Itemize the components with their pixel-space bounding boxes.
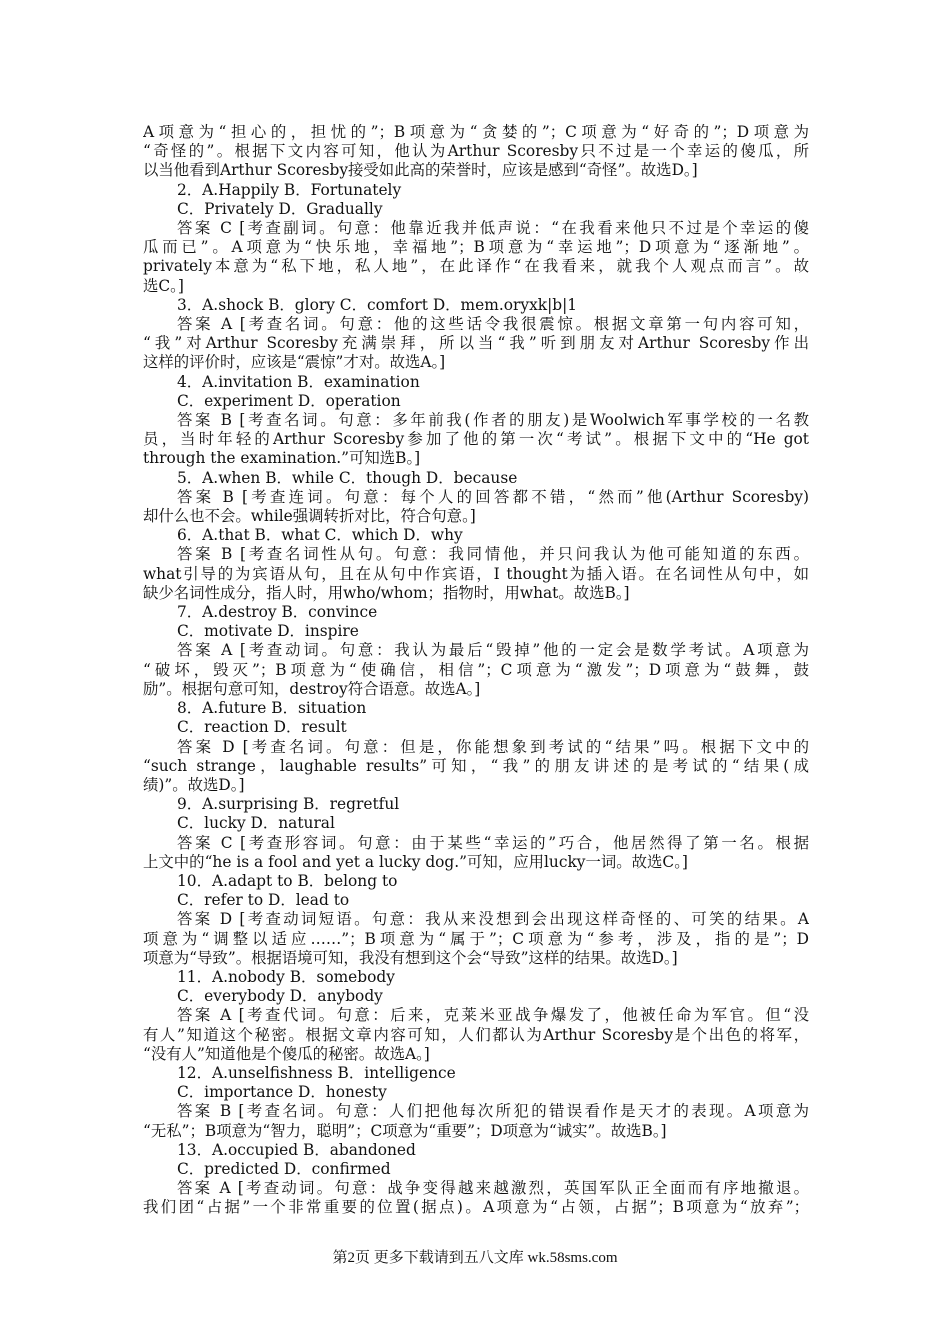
question-line: 9．A.surprising B．regretful xyxy=(177,795,400,814)
text-line: 瓜而已”。A项意为“快乐地，幸福地”；B项意为“幸运地”；D项意为“逐渐地”。 xyxy=(143,238,809,257)
text-line: 我们团“占据”一个非常重要的位置(据点)。A项意为“占领，占据”；B项意为“放弃”； xyxy=(143,1198,809,1217)
text-line: privately本意为“私下地，私人地”，在此译作“在我看来，就我个人观点而言”。故 xyxy=(143,257,809,276)
question-line: 11．A.nobody B．somebody xyxy=(177,967,395,986)
text-line: 项意为“导致”。根据语境可知，我没有想到这个会“导致”这样的结果。故选D。] xyxy=(143,948,678,967)
question-line: 7．A.destroy B．convince xyxy=(177,603,378,622)
text-line: through the examination.”可知选B。] xyxy=(143,449,421,468)
question-line: 10．A.adapt to B．belong to xyxy=(177,871,398,890)
question-line: C．everybody D．anybody xyxy=(177,987,383,1006)
text-line: 项意为“调整以适应……”；B项意为“属于”；C项意为“参考，涉及，指的是”；D xyxy=(143,929,809,948)
question-line: 4．A.invitation B．examination xyxy=(177,372,420,391)
text-line: 这样的评价时，应该是“震惊”才对。故选A。] xyxy=(143,353,446,372)
text-line: “such strange，laughable results”可知，“我”的朋友讲述的是考试的“结果(成 xyxy=(143,756,809,775)
text-line: A项意为“担心的，担忧的”；B项意为“贪婪的”；C项意为“好奇的”；D项意为 xyxy=(143,123,809,141)
text-line: 却什么也不会。while强调转折对比，符合句意。] xyxy=(143,507,476,526)
text-line: “破坏，毁灭”；B项意为“使确信，相信”；C项意为“激发”；D项意为“鼓舞，鼓 xyxy=(143,660,809,679)
text-line: 上文中的“he is a fool and yet a lucky dog.”可知，应用lucky一词。故选C。] xyxy=(143,852,688,871)
answer-line: 答案 A [考查代词。句意：后来，克莱米亚战争爆发了，他被任命为军官。但“没 xyxy=(177,1006,809,1025)
text-line: 缺少名词性成分，指人时，用who/whom；指物时，用what。故选B。] xyxy=(143,583,630,602)
question-line: 13．A.occupied B．abandoned xyxy=(177,1140,416,1159)
question-line: C．refer to D．lead to xyxy=(177,891,350,910)
answer-line: 答案 A [考查动词。句意：战争变得越来越激烈，英国军队正全面而有序地撤退。 xyxy=(177,1179,809,1198)
answer-line: 答案 A [考查名词。句意：他的这些话令我很震惊。根据文章第一句内容可知， xyxy=(177,315,809,334)
question-line: C．predicted D．confirmed xyxy=(177,1159,391,1178)
text-line: 有人”知道这个秘密。根据文章内容可知，人们都认为Arthur Scoresby是个出色的将军， xyxy=(143,1025,809,1044)
question-line: 6．A.that B．what C．which D．why xyxy=(177,526,463,545)
question-line: 12．A.unselfishness B．intelligence xyxy=(177,1063,456,1082)
answer-line: 答案 C [考查副词。句意：他靠近我并低声说：“在我看来他只不过是个幸运的傻 xyxy=(177,219,809,238)
answer-line: 答案 B [考查名词。句意：多年前我(作者的朋友)是Woolwich军事学校的一名教 xyxy=(177,411,809,430)
answer-line: 答案 B [考查名词性从句。句意：我同情他，并只问我认为他可能知道的东西。 xyxy=(177,545,809,564)
answer-line: 答案 B [考查名词。句意：人们把他每次所犯的错误看作是天才的表现。A项意为 xyxy=(177,1102,809,1121)
page-footer: 第2页 更多下载请到五八文库 wk.58sms.com xyxy=(332,1250,618,1266)
document-body xyxy=(143,123,809,1218)
text-line: 员，当时年轻的Arthur Scoresby参加了他的第一次“考试”。根据下文中的“He got xyxy=(143,430,809,449)
question-line: C．motivate D．inspire xyxy=(177,622,359,641)
question-line: C．lucky D．natural xyxy=(177,814,335,833)
text-line: what引导的为宾语从句，且在从句中作宾语，I thought为插入语。在名词性从句中，如 xyxy=(143,564,809,583)
question-line: C．Privately D．Gradually xyxy=(177,199,383,218)
text-line: “我”对Arthur Scoresby充满崇拜，所以当“我”听到朋友对Arthur Scoresby作出 xyxy=(143,334,809,353)
answer-line: 答案 C [考查形容词。句意：由于某些“幸运的”巧合，他居然得了第一名。根据 xyxy=(177,833,809,852)
answer-line: 答案 A [考查动词。句意：我认为最后“毁掉”他的一定会是数学考试。A项意为 xyxy=(177,641,809,660)
question-line: 5．A.when B．while C．though D．because xyxy=(177,468,518,487)
text-line: 励”。根据句意可知，destroy符合语意。故选A。] xyxy=(143,679,481,698)
text-line: “没有人”知道他是个傻瓜的秘密。故选A。] xyxy=(143,1044,430,1063)
text-line: “无私”；B项意为“智力，聪明”；C项意为“重要”；D项意为“诚实”。故选B。] xyxy=(143,1121,667,1140)
question-line: C．importance D．honesty xyxy=(177,1083,387,1102)
question-line: C．experiment D．operation xyxy=(177,391,401,410)
question-line: 3．A.shock B．glory C．comfort D．mem.oryxk|b|1 xyxy=(177,295,578,314)
text-line: 以当他看到Arthur Scoresby接受如此高的荣誉时，应该是感到“奇怪”。故选D。] xyxy=(143,161,698,180)
answer-line: 答案 B [考查连词。句意：每个人的回答都不错，“然而”他(Arthur Scoresby) xyxy=(177,487,809,506)
answer-line: 答案 D [考查动词短语。句意：我从来没想到会出现这样奇怪的、可笑的结果。A xyxy=(177,910,809,929)
question-line: 2．A.Happily B．Fortunately xyxy=(177,180,402,199)
question-line: 8．A.future B．situation xyxy=(177,699,367,718)
question-line: C．reaction D．result xyxy=(177,718,347,737)
text-line: 选C。] xyxy=(143,276,184,295)
text-line: 绩)”。故选D。] xyxy=(143,775,245,794)
text-line: “奇怪的”。根据下文内容可知，他认为Arthur Scoresby只不过是一个幸运的傻瓜，所 xyxy=(143,142,809,161)
answer-line: 答案 D [考查名词。句意：但是，你能想象到考试的“结果”吗。根据下文中的 xyxy=(177,737,809,756)
